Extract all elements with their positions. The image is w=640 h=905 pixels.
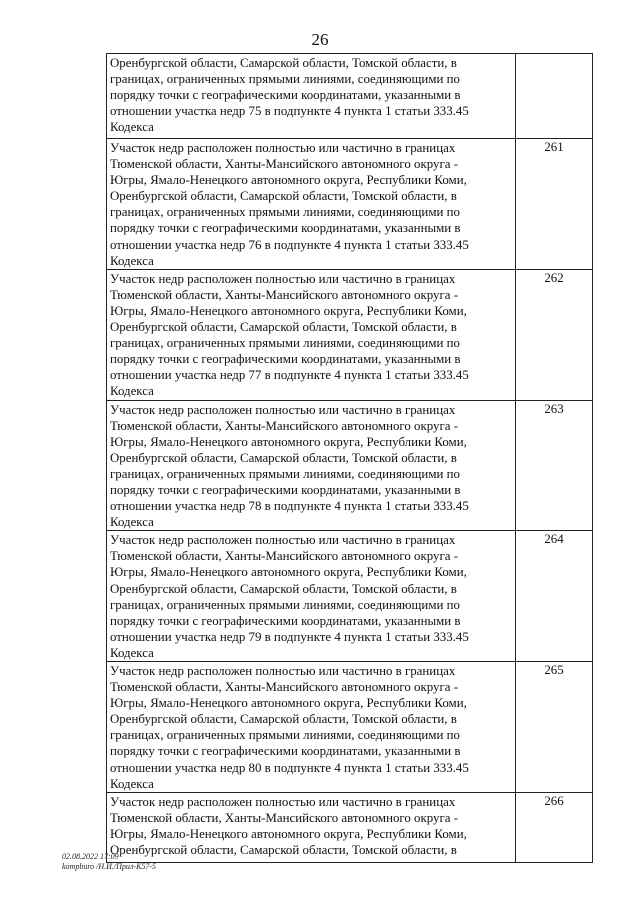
text-line: Участок недр расположен полностью или частично в границах xyxy=(110,141,456,155)
text-line: Югры, Ямало-Ненецкого автономного округа, Республики Коми, xyxy=(110,826,467,841)
text-line: порядку точки с географическими координатами, указанными в xyxy=(110,744,461,759)
row-number-cell xyxy=(516,54,593,139)
table-row xyxy=(107,531,593,662)
row-number-cell: 262 xyxy=(516,269,593,400)
text-line: отношении участка недр 75 в подпункте 4 пункта 1 статьи 333.45 xyxy=(110,104,469,119)
text-line: Югры, Ямало-Ненецкого автономного округа, Республики Коми, xyxy=(110,696,467,711)
text-line: отношении участка недр 76 в подпункте 4 пункта 1 статьи 333.45 xyxy=(110,237,469,252)
text-line: Оренбургской области, Самарской области, Томской области, в xyxy=(110,189,457,204)
text-line: Тюменской области, Ханты-Мансийского автономного округа - xyxy=(110,418,459,433)
description-cell xyxy=(107,400,516,531)
text-line: отношении участка недр 80 в подпункте 4 пункта 1 статьи 333.45 xyxy=(110,760,469,775)
description-cell xyxy=(107,54,516,139)
text-line: Участок недр расположен полностью или частично в границах xyxy=(110,664,456,678)
text-line: Тюменской области, Ханты-Мансийского автономного округа - xyxy=(110,680,459,695)
page-number: 26 xyxy=(311,30,329,49)
text-line: Участок недр расположен полностью или частично в границах xyxy=(110,402,456,417)
description-cell xyxy=(107,531,516,662)
text-line: Кодекса xyxy=(110,645,154,660)
text-line: границах, ограниченных прямыми линиями, соединяющими по xyxy=(110,466,460,481)
text-line: Тюменской области, Ханты-Мансийского автономного округа - xyxy=(110,157,459,172)
text-line: отношении участка недр 78 в подпункте 4 пункта 1 статьи 333.45 xyxy=(110,499,469,514)
row-number-cell: 265 xyxy=(516,662,593,793)
text-line: Кодекса xyxy=(110,776,154,791)
description-cell xyxy=(107,662,516,793)
text-line: отношении участка недр 79 в подпункте 4 пункта 1 статьи 333.45 xyxy=(110,629,469,644)
description-cell xyxy=(107,269,516,400)
text-line: Югры, Ямало-Ненецкого автономного округа, Республики Коми, xyxy=(110,434,467,449)
table-row xyxy=(107,54,593,139)
row-number-cell: 266 xyxy=(516,792,593,862)
footer-file: kompburo /Н.И./Прил-К57-5 xyxy=(62,862,157,871)
table-row xyxy=(107,269,593,400)
text-line: Оренбургской области, Самарской области, Томской области, в xyxy=(110,56,457,70)
text-line: Тюменской области, Ханты-Мансийского автономного округа - xyxy=(110,810,459,825)
text-line: Югры, Ямало-Ненецкого автономного округа, Республики Коми, xyxy=(110,173,467,188)
text-line: Участок недр расположен полностью или частично в границах xyxy=(110,533,456,548)
text-line: Оренбургской области, Самарской области, Томской области, в xyxy=(110,843,457,858)
text-line: Оренбургской области, Самарской области, Томской области, в xyxy=(110,320,457,335)
text-line: Участок недр расположен полностью или частично в границах xyxy=(110,794,456,809)
text-line: Оренбургской области, Самарской области, Томской области, в xyxy=(110,581,457,596)
text-line: Оренбургской области, Самарской области, Томской области, в xyxy=(110,450,457,465)
text-line: Кодекса xyxy=(110,515,154,530)
text-line: границах, ограниченных прямыми линиями, соединяющими по xyxy=(110,205,460,220)
text-line: Кодекса xyxy=(110,253,154,268)
text-line: Тюменской области, Ханты-Мансийского автономного округа - xyxy=(110,287,459,302)
table-row xyxy=(107,139,593,270)
text-line: порядку точки с географическими координатами, указанными в xyxy=(110,352,461,367)
description-cell xyxy=(107,792,516,862)
text-line: Кодекса xyxy=(110,384,154,399)
text-line: порядку точки с географическими координатами, указанными в xyxy=(110,613,461,628)
text-line: порядку точки с географическими координатами, указанными в xyxy=(110,482,461,497)
text-line: отношении участка недр 77 в подпункте 4 пункта 1 статьи 333.45 xyxy=(110,368,469,383)
text-line: Тюменской области, Ханты-Мансийского автономного округа - xyxy=(110,549,459,564)
table-row xyxy=(107,662,593,793)
row-number-cell: 261 xyxy=(516,139,593,270)
text-line: Оренбургской области, Самарской области, Томской области, в xyxy=(110,712,457,727)
text-line: границах, ограниченных прямыми линиями, соединяющими по xyxy=(110,597,460,612)
text-line: Югры, Ямало-Ненецкого автономного округа, Республики Коми, xyxy=(110,303,467,318)
table-row xyxy=(107,792,593,862)
text-line: границах, ограниченных прямыми линиями, соединяющими по xyxy=(110,728,460,743)
row-number-cell: 263 xyxy=(516,400,593,531)
table-row xyxy=(107,400,593,531)
text-line: порядку точки с географическими координатами, указанными в xyxy=(110,221,461,236)
document-table xyxy=(106,53,593,863)
footer-date: 02.08.2022 17:09 xyxy=(62,852,119,861)
text-line: Участок недр расположен полностью или частично в границах xyxy=(110,271,456,286)
text-line: порядку точки с географическими координатами, указанными в xyxy=(110,88,461,103)
text-line: границах, ограниченных прямыми линиями, соединяющими по xyxy=(110,72,460,87)
description-cell xyxy=(107,139,516,270)
text-line: Кодекса xyxy=(110,120,154,135)
row-number-cell: 264 xyxy=(516,531,593,662)
footer-stamp xyxy=(62,852,156,872)
text-line: границах, ограниченных прямыми линиями, соединяющими по xyxy=(110,336,460,351)
text-line: Югры, Ямало-Ненецкого автономного округа, Республики Коми, xyxy=(110,565,467,580)
